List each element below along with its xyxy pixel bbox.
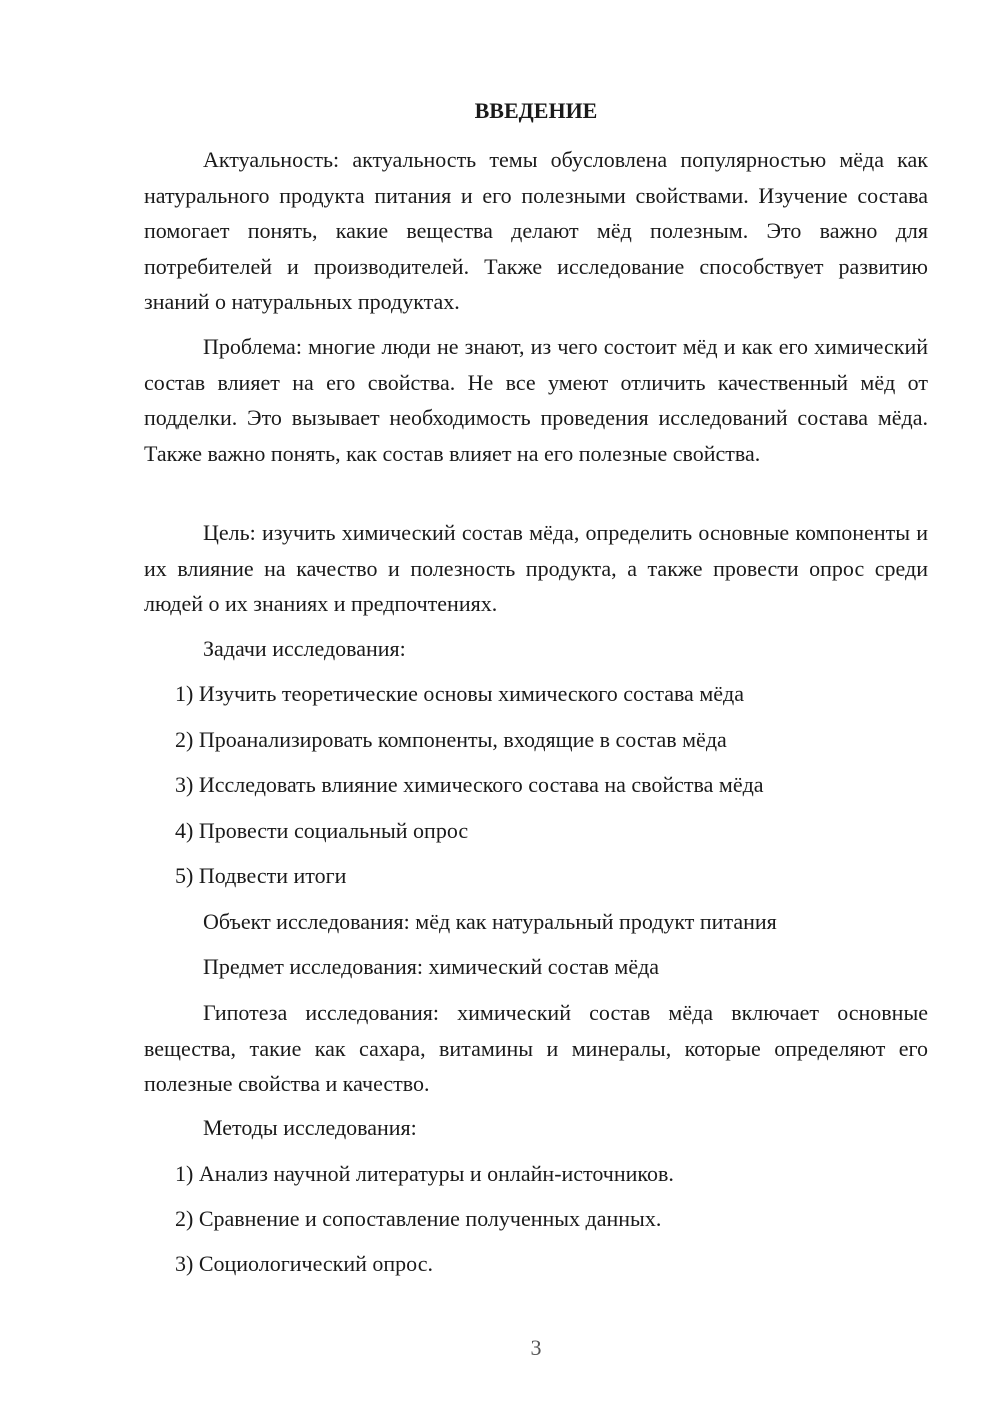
relevance-paragraph: Актуальность: актуальность темы обусловлена популярностью мёда как натурального продукта питания и его полезными свойствами. Изучение состава помогает понять, какие вещества делают мёд полезным. Это важно для потребителей и производителей. Также исследование способствует развитию знаний о натуральных продуктах. <box>144 147 928 314</box>
object-line: Объект исследования: мёд как натуральный продукт питания <box>203 909 777 934</box>
goal-paragraph: Цель: изучить химический состав мёда, определить основные компоненты и их влияние на качество и полезность продукта, а также провести опрос среди людей о их знаниях и предпочтениях. <box>144 520 928 616</box>
problem-paragraph: Проблема: многие люди не знают, из чего состоит мёд и как его химический состав влияет на его свойства. Не все умеют отличить качественный мёд от подделки. Это вызывает необходимость проведения исследований состава мёда. Также важно понять, как состав влияет на его полезные свойства. <box>144 334 928 466</box>
method-item: 3) Социологический опрос. <box>175 1251 433 1276</box>
hypothesis-paragraph: Гипотеза исследования: химический состав мёда включает основные вещества, такие как сахара, витамины и минералы, которые определяют его полезные свойства и качество. <box>144 1000 928 1096</box>
task-item: 1) Изучить теоретические основы химического состава мёда <box>175 681 744 706</box>
task-item: 3) Исследовать влияние химического состава на свойства мёда <box>175 772 764 797</box>
page-number: 3 <box>530 1335 542 1360</box>
task-item: 4) Провести социальный опрос <box>175 818 469 843</box>
subject-line: Предмет исследования: химический состав мёда <box>203 954 660 979</box>
task-item: 2) Проанализировать компоненты, входящие в состав мёда <box>175 727 727 752</box>
section-title: ВВЕДЕНИЕ <box>474 98 598 123</box>
tasks-heading: Задачи исследования: <box>203 636 406 661</box>
task-item: 5) Подвести итоги <box>175 863 347 888</box>
method-item: 2) Сравнение и сопоставление полученных данных. <box>175 1206 662 1231</box>
method-item: 1) Анализ научной литературы и онлайн-источников. <box>175 1161 674 1186</box>
methods-heading: Методы исследования: <box>203 1115 417 1140</box>
